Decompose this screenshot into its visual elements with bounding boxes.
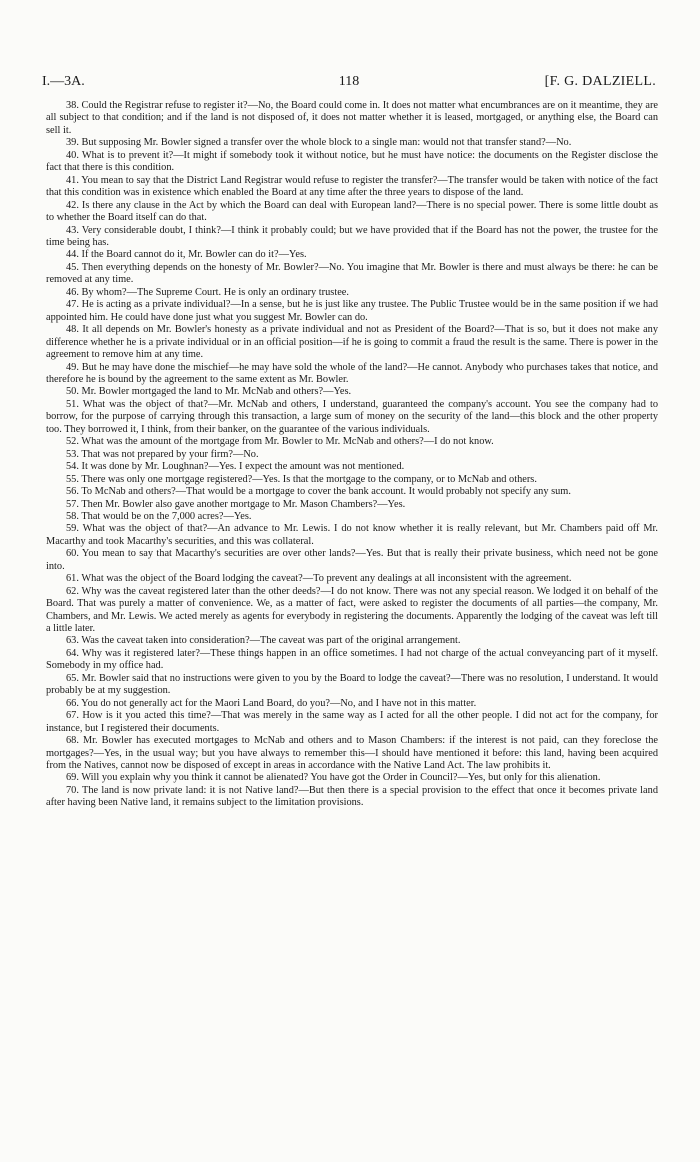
page-header — [42, 74, 656, 94]
question-53: 53. That was not prepared by your firm?—No. — [66, 448, 259, 460]
question-68: 68. Mr. Bowler has executed mortgages to McNab and others and to Mason Chambers: if the interest is not paid, can they foreclose the mortgages?—Yes, in the usual way; but you have always to remember this—I should have mentioned it before: this land, having been acquired from the Natives, cannot now be disposed of except in areas in accordance with the Native Land Act. The law prohibits it. — [46, 735, 658, 772]
question-66: 66. You do not generally act for the Maori Land Board, do you?—No, and I have not in this matter. — [66, 697, 477, 709]
question-57: 57. Then Mr. Bowler also gave another mortgage to Mr. Mason Chambers?—Yes. — [66, 498, 406, 510]
question-59: 59. What was the object of that?—An advance to Mr. Lewis. I do not know whether it is really relevant, but Mr. Chambers paid off Mr. Macarthy and took Macarthy's securities, and this was collateral. — [46, 523, 658, 547]
question-62: 62. Why was the caveat registered later than the other deeds?—I do not know. There was not any special reason. We lodged it on behalf of the Board. That was purely a matter of convenience. We, as a matter of fact, were asked to register the documents of all parties—the company, Mr. Chambers, and Mr. Lewis. We acted merely as agents for everybody in registering the documents. Apparently the lodging of the caveat was left till a little later. — [46, 585, 658, 635]
page-number: 118 — [338, 74, 360, 89]
question-51: 51. What was the object of that?—Mr. McNab and others, I understand, guaranteed the company's account. You see the company had to borrow, for the purpose of carrying through this transaction, a large sum of money on the security of the land—this block and the other property too. They borrowed it, I think, from their banker, on the guarantee of the various individuals. — [46, 398, 658, 435]
question-42: 42. Is there any clause in the Act by which the Board can deal with European land?—There is no special power. There is some little doubt as to whether the Board itself can do that. — [46, 199, 658, 224]
question-70: 70. The land is now private land: it is not Native land?—But then there is a special provision to the effect that once it becomes private land after having been Native land, it remains subject to the limitation provisions. — [46, 784, 658, 809]
question-65: 65. Mr. Bowler said that no instructions were given to you by the Board to lodge the caveat?—There was no resolution, I understand. It would probably be at my suggestion. — [46, 672, 658, 697]
question-45: 45. Then everything depends on the honesty of Mr. Bowler?—No. You imagine that Mr. Bowler is there and must always be there: he can be removed at any time. — [46, 261, 658, 286]
question-43: 43. Very considerable doubt, I think?—I think it probably could; but we have provided that if the Board has not the power, the trustee for the time being has. — [46, 224, 658, 248]
question-40: 40. What is to prevent it?—It might if somebody took it without notice, but he must have notice: the documents on the Register disclose the fact that there is this condition. — [46, 149, 658, 174]
question-52: 52. What was the amount of the mortgage from Mr. Bowler to Mr. McNab and others?—I do not know. — [66, 436, 494, 448]
question-39: 39. But supposing Mr. Bowler signed a transfer over the whole block to a single man: would not that transfer stand?—No. — [66, 137, 572, 149]
question-56: 56. To McNab and others?—That would be a mortgage to cover the bank account. It would probably not specify any sum. — [66, 486, 571, 498]
question-67: 67. How is it you acted this time?—That was merely in the same way as I acted for all the other people. I did not act for the company, for instance, but I registered their documents. — [46, 710, 658, 734]
question-69: 69. Will you explain why you think it cannot be alienated? You have got the Order in Council?—Yes, but only for this alienation. — [66, 772, 601, 784]
question-49: 49. But he may have done the mischief—he may have sold the whole of the land?—He cannot. Anybody who purchases takes that notice, and therefore he is bound by the agreement to the same extent as Mr. Bowler. — [46, 361, 658, 385]
witness-name: [F. G. DALZIELL. — [544, 74, 656, 89]
question-61: 61. What was the object of the Board lodging the caveat?—To prevent any dealings at all inconsistent with the agreement. — [66, 573, 572, 585]
question-48: 48. It all depends on Mr. Bowler's honesty as a private individual and not as President of the Board?—That is so, but it does not make any difference whether he is a private individual or in an official position—if he is going to commit a fraud the result is the same. There is power in the agreement to remove him at any time. — [46, 324, 658, 361]
question-64: 64. Why was it registered later?—These things happen in an office sometimes. I had not charge of the actual conveyancing part of it myself. Somebody in my office had. — [46, 647, 658, 672]
question-60: 60. You mean to say that Macarthy's securities are over other lands?—Yes. But that is really their private business, which need not be gone into. — [46, 548, 658, 572]
question-44: 44. If the Board cannot do it, Mr. Bowler can do it?—Yes. — [66, 249, 307, 261]
question-58: 58. That would be on the 7,000 acres?—Yes. — [66, 510, 252, 522]
question-41: 41. You mean to say that the District Land Registrar would refuse to register the transfer?—The transfer would be taken with notice of the fact that this condition was in existence which enabled the Board at any time after the three years to dispose of the land. — [46, 174, 658, 199]
question-47: 47. He is acting as a private individual?—In a sense, but he is just like any trustee. The Public Trustee would be in the same position if we had appointed him. He could have done just what you suggest Mr. Bowler can do. — [46, 299, 658, 323]
testimony-body — [46, 100, 658, 810]
question-63: 63. Was the caveat taken into consideration?—The caveat was part of the original arrangement. — [66, 635, 461, 647]
question-50: 50. Mr. Bowler mortgaged the land to Mr. McNab and others?—Yes. — [66, 386, 352, 398]
question-55: 55. There was only one mortgage registered?—Yes. Is that the mortgage to the company, or to McNab and others. — [66, 473, 537, 485]
paper-reference: I.—3A. — [42, 74, 85, 89]
question-38: 38. Could the Registrar refuse to register it?—No, the Board could come in. It does not matter what encumbrances are on it meantime, they are all subject to that condition; and if the land is not disposed of, it does not matter whether it is leased, mortgaged, or anything else, the Board can sell it. — [46, 100, 658, 136]
question-54: 54. It was done by Mr. Loughnan?—Yes. I expect the amount was not mentioned. — [66, 461, 405, 473]
question-46: 46. By whom?—The Supreme Court. He is only an ordinary trustee. — [66, 286, 349, 298]
